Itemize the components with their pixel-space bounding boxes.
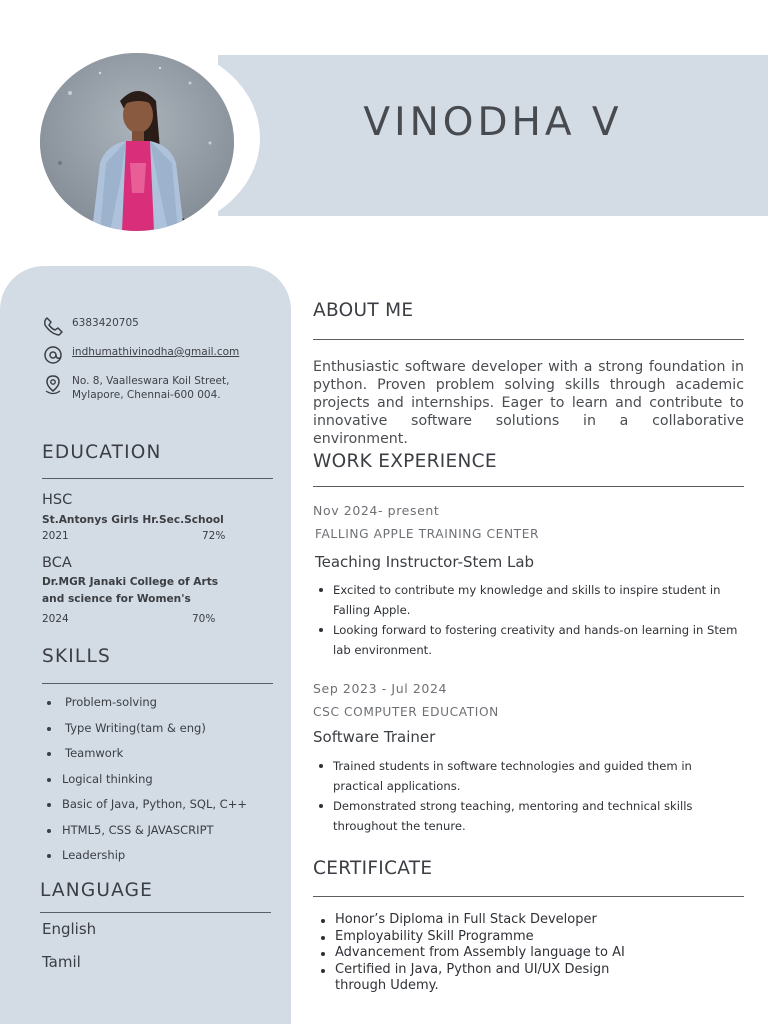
job-date: Nov 2024- present	[313, 503, 440, 518]
skill-item: Leadership	[62, 848, 126, 862]
about-text: Enthusiastic software developer with a strong foundation in python. Proven problem solving skills through academic projects and internships. Eager to learn and contribute to innovative software solutions in a collaborative environment.	[313, 359, 744, 447]
job-company: CSC COMPUTER EDUCATION	[313, 705, 499, 719]
education-score: 70%	[192, 613, 216, 625]
certificate-item: Honor’s Diploma in Full Stack Developer	[313, 912, 743, 929]
education-score: 72%	[202, 530, 226, 542]
bullet-icon	[47, 752, 51, 756]
contact-phone	[42, 316, 139, 336]
bullet-icon	[47, 829, 51, 833]
address-text	[72, 374, 229, 402]
phone-number: 6383420705	[72, 317, 139, 329]
skill-item: Type Writing(tam & eng)	[65, 721, 206, 735]
location-pin-icon	[42, 374, 64, 394]
skill-item: Teamwork	[65, 746, 124, 760]
bullet-icon	[47, 701, 51, 705]
work-divider	[313, 486, 744, 487]
about-heading: ABOUT ME	[313, 300, 414, 321]
skills-divider	[42, 683, 273, 684]
profile-photo	[40, 53, 234, 231]
address-line-2: Mylapore, Chennai-600 004.	[72, 389, 221, 401]
skills-heading: SKILLS	[42, 646, 111, 667]
certificate-list	[313, 912, 743, 995]
education-year: 2024	[42, 613, 69, 625]
skill-item: Basic of Java, Python, SQL, C++	[62, 797, 247, 811]
work-heading: WORK EXPERIENCE	[313, 451, 497, 472]
bullet-icon	[47, 778, 51, 782]
certificate-item: Advancement from Assembly language to AI	[313, 945, 743, 962]
job-bullet: Excited to contribute my knowledge and skills to inspire student in Falling Apple.	[313, 580, 743, 620]
job-company: FALLING APPLE TRAINING CENTER	[315, 527, 540, 541]
skill-item: Problem-solving	[65, 695, 157, 709]
job-title: Software Trainer	[313, 728, 436, 746]
education-heading: EDUCATION	[42, 442, 162, 463]
bullet-icon	[47, 803, 51, 807]
language-item: Tamil	[42, 953, 81, 971]
language-divider	[40, 912, 271, 913]
job-bullet: Trained students in software technologies and guided them in practical applications.	[313, 756, 743, 796]
certificate-divider	[313, 896, 744, 897]
job-date: Sep 2023 - Jul 2024	[313, 681, 448, 696]
education-school: St.Antonys Girls Hr.Sec.School	[42, 514, 224, 526]
education-level: HSC	[42, 492, 73, 508]
language-item: English	[42, 920, 97, 938]
job-bullet: Looking forward to fostering creativity and hands-on learning in Stem lab environment.	[313, 620, 743, 660]
bullet-icon	[47, 854, 51, 858]
education-divider	[42, 478, 273, 479]
contact-address	[42, 374, 229, 402]
education-level: BCA	[42, 555, 72, 571]
email-link[interactable]: indhumathivinodha@gmail.com	[72, 346, 240, 358]
profile-photo-illustration	[40, 53, 234, 231]
education-school: Dr.MGR Janaki College of Arts and science for Women's	[42, 576, 219, 605]
job-bullet: Demonstrated strong teaching, mentoring and technical skills throughout the tenure.	[313, 796, 743, 836]
contact-email	[42, 345, 239, 365]
certificate-item: Employability Skill Programme	[313, 929, 743, 946]
certificate-item: Certified in Java, Python and UI/UX Design through Udemy.	[313, 962, 613, 995]
skill-item: Logical thinking	[62, 772, 153, 786]
person-name: VINODHA V	[363, 100, 623, 145]
job-bullet-list	[313, 756, 743, 836]
certificate-heading: CERTIFICATE	[313, 858, 433, 879]
skill-item: HTML5, CSS & JAVASCRIPT	[62, 823, 214, 837]
phone-icon	[42, 316, 64, 336]
email-icon	[42, 345, 64, 365]
bullet-icon	[47, 727, 51, 731]
address-line-1: No. 8, Vaalleswara Koil Street,	[72, 375, 230, 387]
about-divider	[313, 339, 744, 340]
education-year: 2021	[42, 530, 69, 542]
language-heading: LANGUAGE	[40, 880, 154, 901]
job-bullet-list	[313, 580, 743, 660]
job-title: Teaching Instructor-Stem Lab	[315, 553, 535, 571]
